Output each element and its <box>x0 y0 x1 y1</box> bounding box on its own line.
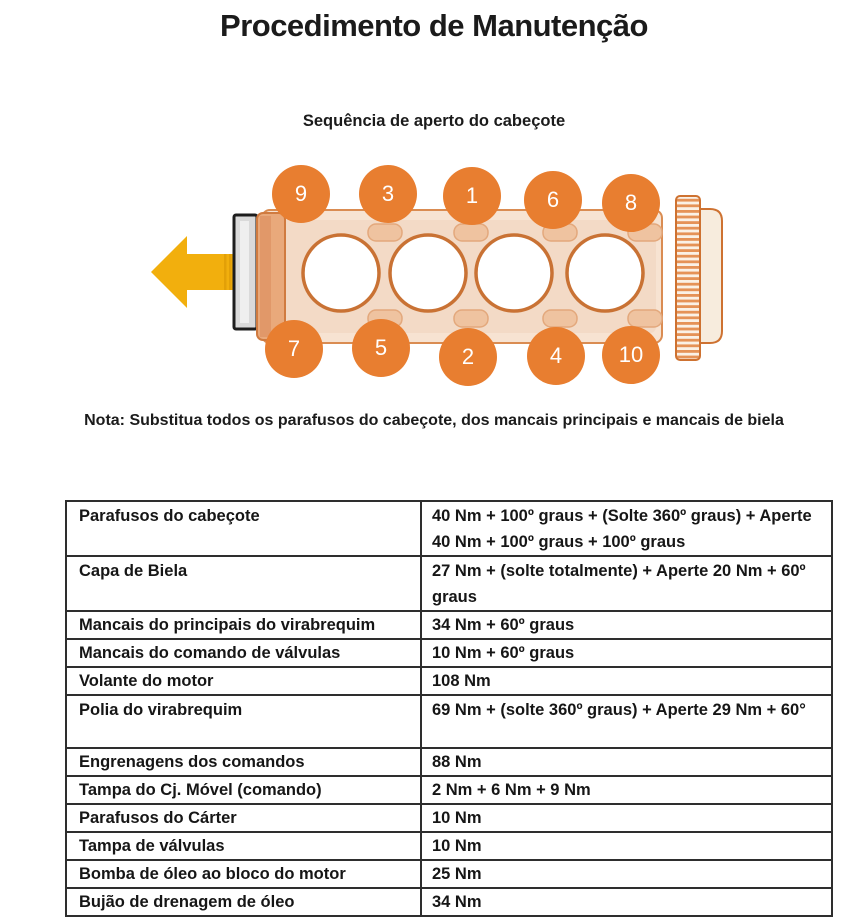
sequence-circle <box>443 167 501 225</box>
table-row <box>66 556 832 611</box>
sequence-circle <box>265 320 323 378</box>
page-title: Procedimento de Manutenção <box>220 8 648 43</box>
component-cell: Mancais do comando de válvulas <box>66 639 421 667</box>
replacement-note: Nota: Substitua todos os parafusos do cabeçote, dos mancais principais e mancais de biela <box>84 412 784 429</box>
table-row <box>66 888 832 916</box>
torque-cell: 2 Nm + 6 Nm + 9 Nm <box>421 776 832 804</box>
torque-cell: 25 Nm <box>421 860 832 888</box>
torque-cell: 69 Nm + (solte 360º graus) + Aperte 29 Nm + 60° <box>421 695 832 748</box>
component-cell: Engrenagens dos comandos <box>66 748 421 776</box>
torque-cell: 10 Nm <box>421 804 832 832</box>
cylinder-bore <box>303 235 379 311</box>
torque-cell: 88 Nm <box>421 748 832 776</box>
torque-cell: 108 Nm <box>421 667 832 695</box>
sequence-number: 10 <box>618 342 644 367</box>
component-cell: Tampa do Cj. Móvel (comando) <box>66 776 421 804</box>
component-cell: Bomba de óleo ao bloco do motor <box>66 860 421 888</box>
sequence-circle <box>272 165 330 223</box>
flywheel-tab <box>700 209 722 343</box>
sequence-number: 5 <box>374 335 388 360</box>
component-cell: Parafusos do Cárter <box>66 804 421 832</box>
diagram-caption: Sequência de aperto do cabeçote <box>302 112 566 130</box>
table-row <box>66 667 832 695</box>
sequence-number: 6 <box>546 187 560 212</box>
sequence-circle <box>439 328 497 386</box>
table-row <box>66 832 832 860</box>
table-row <box>66 611 832 639</box>
engine-body <box>257 210 662 343</box>
sequence-circle <box>359 165 417 223</box>
sequence-circle <box>602 326 660 384</box>
torque-cell: 34 Nm + 60º graus <box>421 611 832 639</box>
sequence-number: 8 <box>624 190 638 215</box>
sequence-number: 2 <box>461 344 475 369</box>
sequence-circle <box>524 171 582 229</box>
component-cell: Parafusos do cabeçote <box>66 501 421 556</box>
sequence-circle <box>352 319 410 377</box>
sequence-number: 7 <box>287 336 301 361</box>
torque-cell: 10 Nm + 60º graus <box>421 639 832 667</box>
torque-spec-table <box>65 500 833 917</box>
sequence-number: 9 <box>294 181 308 206</box>
torque-cell: 40 Nm + 100º graus + (Solte 360º graus) + Aperte 40 Nm + 100º graus + 100º graus <box>421 501 832 556</box>
torque-cell: 27 Nm + (solte totalmente) + Aperte 20 Nm + 60º graus <box>421 556 832 611</box>
table-row <box>66 695 832 748</box>
cylinder-bore <box>390 235 466 311</box>
table-row <box>66 776 832 804</box>
component-cell: Capa de Biela <box>66 556 421 611</box>
torque-cell: 34 Nm <box>421 888 832 916</box>
component-cell: Tampa de válvulas <box>66 832 421 860</box>
sequence-number: 3 <box>381 181 395 206</box>
component-cell: Mancais do principais do virabrequim <box>66 611 421 639</box>
sequence-circle <box>602 174 660 232</box>
cylinder-bore <box>567 235 643 311</box>
cylinder-bore <box>476 235 552 311</box>
sequence-circle <box>527 327 585 385</box>
component-cell: Polia do virabrequim <box>66 695 421 748</box>
flywheel-gear-ribs <box>676 196 700 360</box>
component-cell: Volante do motor <box>66 667 421 695</box>
crank-pulley-bar <box>234 215 257 329</box>
table-row <box>66 748 832 776</box>
table-row <box>66 804 832 832</box>
table-row <box>66 639 832 667</box>
table-row <box>66 860 832 888</box>
component-cell: Bujão de drenagem de óleo <box>66 888 421 916</box>
table-row <box>66 501 832 556</box>
torque-cell: 10 Nm <box>421 832 832 860</box>
sequence-number: 4 <box>549 343 563 368</box>
sequence-number: 1 <box>465 183 479 208</box>
arrow-left-icon <box>151 236 234 308</box>
